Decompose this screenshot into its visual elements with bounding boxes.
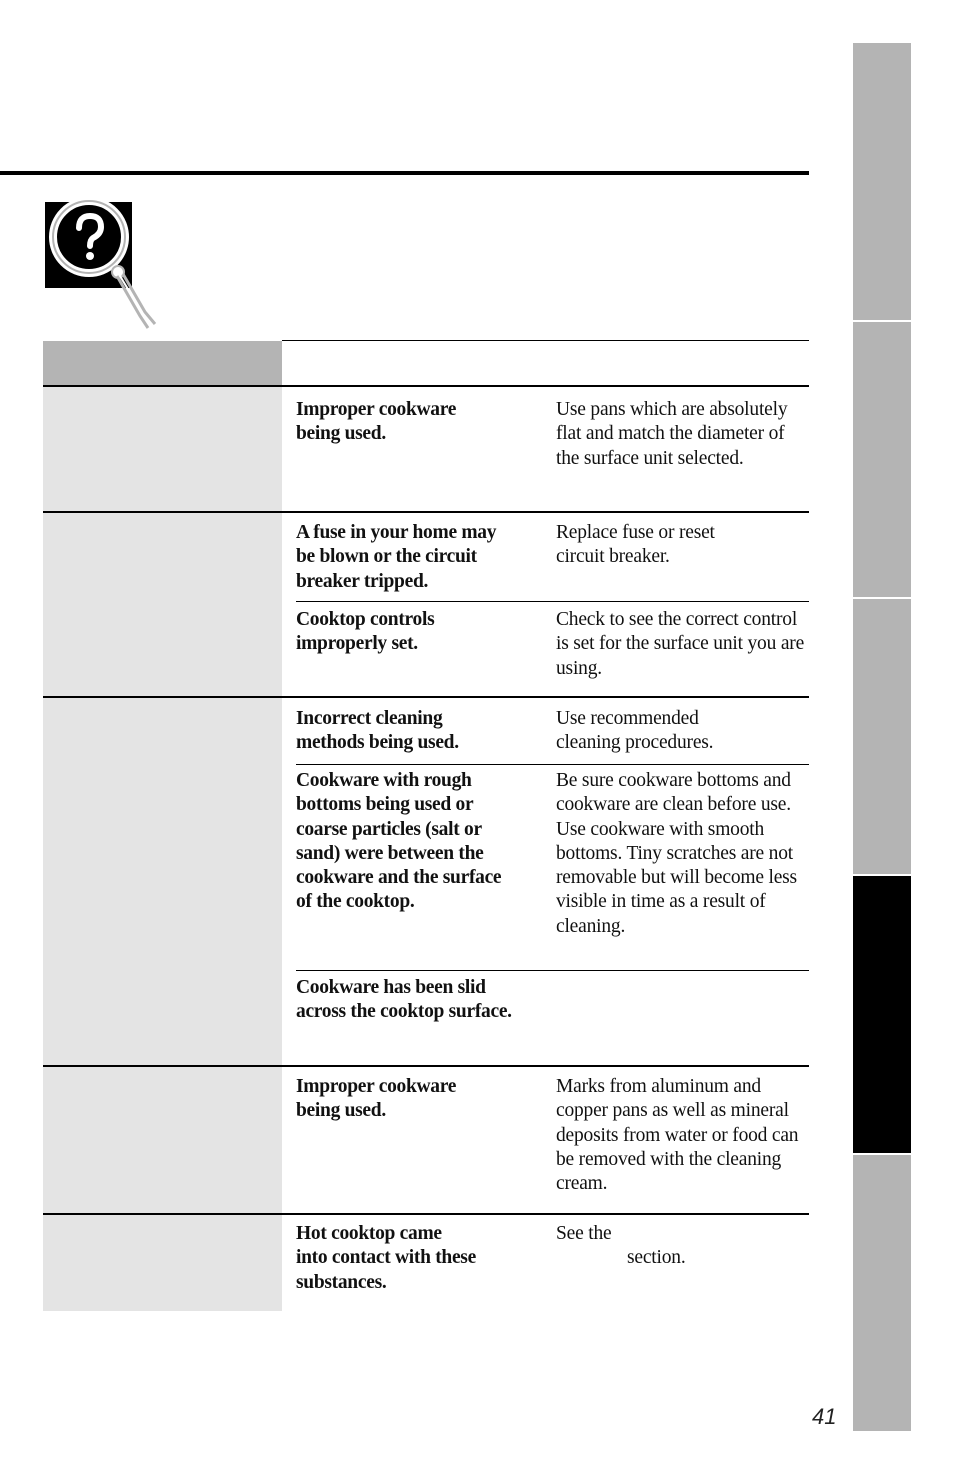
problem-cell-5	[43, 1215, 282, 1311]
row-divider	[43, 511, 809, 513]
page-number: 41	[812, 1404, 837, 1429]
table-header-cell	[43, 341, 282, 386]
fix-text: Marks from aluminum and copper pans as well as mineral deposits from water or food can be removed with the cleaning cream.	[556, 1076, 799, 1195]
cause-text: Incorrect cleaning methods being used.	[296, 708, 459, 754]
fix-text: Use recommended cleaning procedures.	[556, 708, 714, 754]
problem-cell-3	[43, 698, 282, 1065]
sub-row-divider	[296, 764, 809, 765]
fix-text	[556, 1222, 816, 1271]
row-divider	[43, 696, 809, 698]
cause-text: Cookware has been slid across the cooktop surface.	[296, 977, 512, 1023]
top-rule	[0, 171, 809, 175]
cause-text: Cooktop controls improperly set.	[296, 609, 435, 655]
problem-cell-1	[43, 387, 282, 512]
row-divider	[43, 1213, 809, 1215]
side-tab-5[interactable]	[853, 1155, 911, 1431]
side-tab-2[interactable]	[853, 322, 911, 597]
fix-text: Be sure cookware bottoms and cookware are clean before use. Use cookware with smooth bottoms. Tiny scratches are not removable but will become less visible in time as a result of cleaning.	[556, 770, 797, 937]
cause-text: A fuse in your home may be blown or the circuit breaker tripped.	[296, 522, 497, 592]
side-tab-3[interactable]	[853, 599, 911, 874]
question-magnifier-icon	[45, 196, 165, 332]
cause-text: Hot cooktop came into contact with these substances.	[296, 1223, 476, 1293]
sub-row-divider	[296, 970, 809, 971]
fix-text-line: section.	[627, 1247, 686, 1269]
problem-cell-4	[43, 1067, 282, 1213]
fix-text-line: See the	[556, 1223, 612, 1244]
fix-text: Check to see the correct control is set for the surface unit you are using.	[556, 609, 805, 679]
cause-text: Improper cookware being used.	[296, 399, 457, 445]
problem-cell-2	[43, 513, 282, 696]
fix-text: Replace fuse or reset circuit breaker.	[556, 522, 715, 568]
header-rule	[282, 340, 809, 341]
fix-text: Use pans which are absolutely flat and match the diameter of the surface unit selected.	[556, 399, 788, 469]
row-divider	[43, 385, 809, 387]
row-divider	[43, 1065, 809, 1067]
side-tab-4-active[interactable]	[853, 876, 911, 1153]
side-tab-1[interactable]	[853, 43, 911, 320]
cause-text: Cookware with rough bottoms being used or coarse particles (salt or sand) were between the cookware and the surface of the cooktop.	[296, 770, 502, 913]
cause-text: Improper cookware being used.	[296, 1076, 457, 1122]
sub-row-divider	[296, 601, 809, 602]
